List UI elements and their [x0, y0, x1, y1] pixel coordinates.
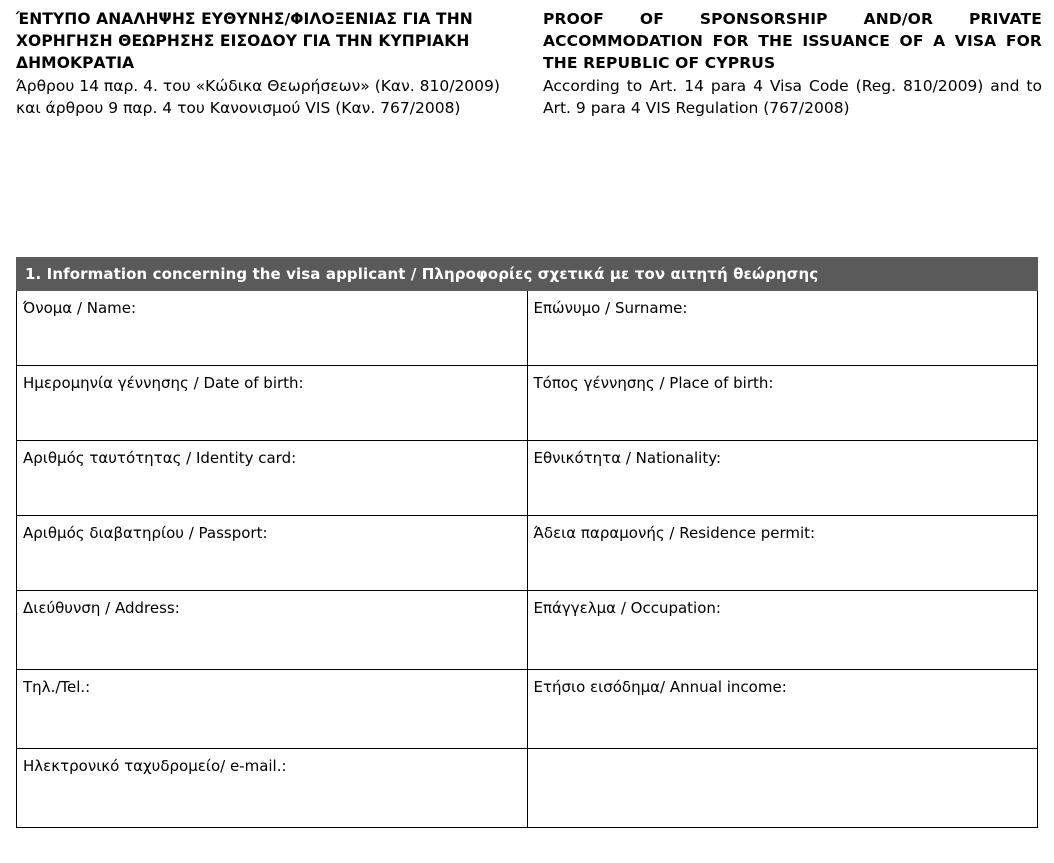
field-email-label: Ηλεκτρονικό ταχυδρομείο/ e-mail.:: [23, 757, 287, 775]
table-body: [17, 258, 1038, 828]
field-occupation-label: Επάγγελμα / Occupation:: [533, 599, 721, 617]
field-place-of-birth[interactable]: [527, 366, 1038, 441]
field-empty[interactable]: [527, 749, 1038, 828]
field-nationality-label: Εθνικότητα / Nationality:: [533, 449, 722, 467]
field-address-label: Διεύθυνση / Address:: [23, 599, 180, 617]
field-passport[interactable]: [17, 516, 528, 591]
field-nationality[interactable]: [527, 441, 1038, 516]
field-place-of-birth-label: Τόπος γέννησης / Place of birth:: [533, 374, 774, 392]
table-row: [17, 291, 1038, 366]
field-residence-permit-label: Άδεια παραμονής / Residence permit:: [533, 524, 816, 542]
field-telephone[interactable]: [17, 670, 528, 749]
field-address[interactable]: [17, 591, 528, 670]
table-row: [17, 670, 1038, 749]
section-header-row: [17, 258, 1038, 291]
field-date-of-birth[interactable]: [17, 366, 528, 441]
field-annual-income[interactable]: [527, 670, 1038, 749]
header-greek-column: [16, 8, 515, 119]
document-title-greek: ΈΝΤΥΠΟ ΑΝΑΛΗΨΗΣ ΕΥΘΥΝΗΣ/ΦΙΛΟΞΕΝΙΑΣ ΓΙΑ ΤΗΝ ΧΟΡΗΓΗΣΗ ΘΕΩΡΗΣΗΣ ΕΙΣΟΔΟΥ ΓΙΑ ΤΗΝ ΚΥΠΡΙΑΚΗ ΔΗΜΟΚΡΑΤΙΑ: [16, 10, 473, 72]
table-row: [17, 591, 1038, 670]
field-email[interactable]: [17, 749, 528, 828]
document-title-english: PROOF OF SPONSORSHIP AND/OR PRIVATE ACCOMMODATION FOR THE ISSUANCE OF A VISA FOR THE REPUBLIC OF CYPRUS: [543, 10, 1042, 72]
field-passport-label: Αριθμός διαβατηρίου / Passport:: [23, 524, 268, 542]
applicant-information-table: [16, 257, 1038, 828]
field-surname-label: Επώνυμο / Surname:: [533, 299, 688, 317]
field-identity-card-label: Αριθμός ταυτότητας / Identity card:: [23, 449, 297, 467]
field-name-label: Όνομα / Name:: [23, 299, 137, 317]
field-occupation[interactable]: [527, 591, 1038, 670]
table-row: [17, 441, 1038, 516]
table-row: [17, 366, 1038, 441]
field-annual-income-label: Ετήσιο εισόδημα/ Annual income:: [533, 678, 787, 696]
table-row: [17, 749, 1038, 828]
document-header: [0, 0, 1054, 119]
field-residence-permit[interactable]: [527, 516, 1038, 591]
field-date-of-birth-label: Ημερομηνία γέννησης / Date of birth:: [23, 374, 304, 392]
field-name[interactable]: [17, 291, 528, 366]
section-heading-cell: 1. Information concerning the visa applicant / Πληροφορίες σχετικά με τον αιτητή θεώρησης: [17, 258, 1038, 291]
table-row: [17, 516, 1038, 591]
document-subtitle-english: According to Art. 14 para 4 Visa Code (Reg. 810/2009) and to Art. 9 para 4 VIS Regulation (767/2008): [543, 77, 1042, 117]
header-english-column: [543, 8, 1042, 119]
document-subtitle-greek: Άρθρου 14 παρ. 4. του «Κώδικα Θεωρήσεων» (Καν. 810/2009) και άρθρου 9 παρ. 4 του Κανονισμού VIS (Καν. 767/2008): [16, 77, 500, 117]
field-telephone-label: Τηλ./Tel.:: [23, 678, 91, 696]
field-identity-card[interactable]: [17, 441, 528, 516]
field-surname[interactable]: [527, 291, 1038, 366]
